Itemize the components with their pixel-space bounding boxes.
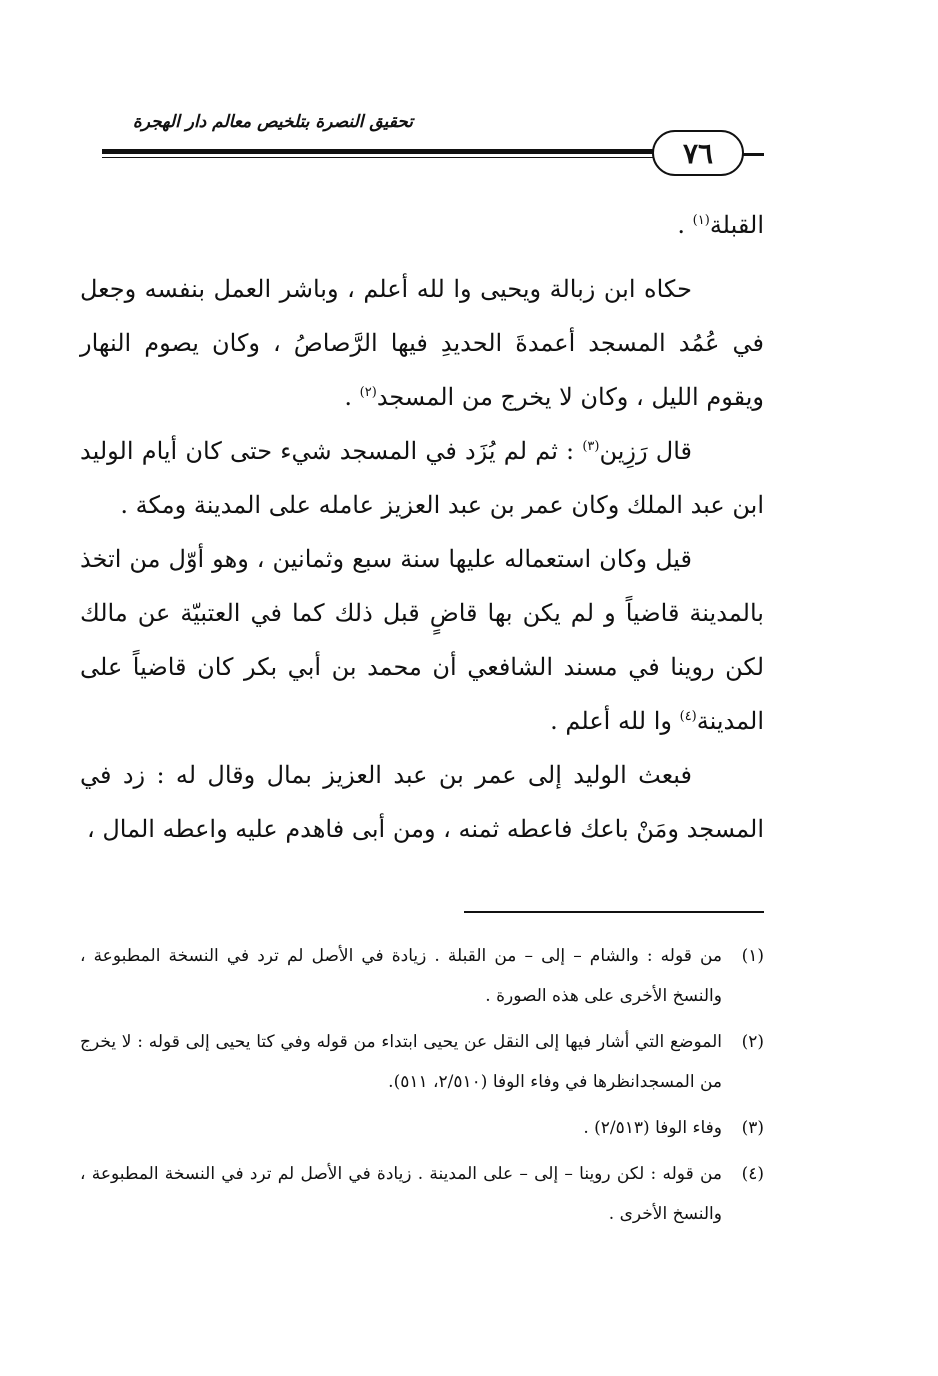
paragraph-2 (80, 262, 764, 424)
header-rule-thin (102, 157, 655, 158)
footnote-separator (464, 911, 764, 913)
footnote-number: (١) (741, 946, 764, 966)
footnotes (80, 936, 764, 1240)
footnote-number: (٢) (741, 1032, 764, 1052)
paragraph-3 (80, 424, 764, 532)
footnote-number: (٤) (741, 1164, 764, 1184)
page-number-label: ٧٦ (682, 136, 714, 170)
running-header-title: تحقيق النصرة بتلخيص معالم دار الهجرة (132, 112, 413, 132)
paragraph-3-text-a: قال رَزِين (599, 437, 692, 465)
paragraph-2-end: . (344, 383, 360, 411)
page-number (652, 130, 744, 176)
main-text (80, 198, 764, 856)
footnote-ref-3: (٣) (582, 439, 600, 454)
paragraph-4-text-b: وا لله أعلم . (550, 707, 680, 735)
footnote-ref-1: (١) (692, 213, 710, 228)
footnote-text: من قوله : لكن روينا – إلى – على المدينة . زيادة في الأصل لم ترد في النسخة المطبوعة ، والنسخ الأخرى . (80, 1164, 722, 1224)
paragraph-5 (80, 748, 764, 856)
paragraph-4 (80, 532, 764, 748)
paragraph-1-text: القبلة (709, 211, 764, 239)
paragraph-1 (80, 198, 764, 252)
paragraph-5-text: فبعث الوليد إلى عمر بن عبد العزيز بمال وقال له : زد في المسجد ومَنْ باعك فاعطه ثمنه ، ومن أبى فاهدم عليه واعطه المال ، (80, 761, 764, 843)
footnote-3 (80, 1108, 764, 1148)
footnote-2 (80, 1022, 764, 1102)
footnote-4 (80, 1154, 764, 1234)
footnote-ref-2: (٢) (359, 385, 377, 400)
footnote-1 (80, 936, 764, 1016)
footnote-ref-4: (٤) (679, 709, 697, 724)
footnote-text: الموضع التي أشار فيها إلى النقل عن يحيى ابتداء من قوله وفي كتا يحيى إلى قوله : لا يخرج من المسجدانظرها في وفاء الوفا (٢/٥١٠، ٥١١). (80, 1032, 722, 1092)
paragraph-1-end: . (677, 211, 693, 239)
footnote-text: وفاء الوفا (٢/٥١٣) . (583, 1118, 722, 1138)
paragraph-4-text-a: قيل وكان استعماله عليها سنة سبع وثمانين ، وهو أوّل من اتخذ بالمدينة قاضياً و لم يكن بها قاضٍ قبل ذلك كما في العتبيّة عن مالك لكن روينا في مسند الشافعي أن محمد بن أبي بكر كان قاضياً على المدينة (80, 545, 764, 735)
header-rule (102, 149, 655, 154)
paragraph-2-text: حكاه ابن زبالة ويحيى وا لله أعلم ، وباشر العمل بنفسه وجعل في عُمُد المسجد أعمدةَ الحديدِ فيها الرَّصاصُ ، وكان يصوم النهار ويقوم الليل ، وكان لا يخرج من المسجد (80, 275, 764, 411)
paragraph-3-text-b: : ثم لم يُزَد في المسجد شيء حتى كان أيام الوليد ابن عبد الملك وكان عمر بن عبد العزيز عامله على المدينة ومكة . (80, 437, 764, 519)
footnote-text: من قوله : والشام – إلى – من القبلة . زيادة في الأصل لم ترد في النسخة المطبوعة ، والنسخ الأخرى على هذه الصورة . (80, 946, 722, 1006)
footnote-number: (٣) (741, 1118, 764, 1138)
